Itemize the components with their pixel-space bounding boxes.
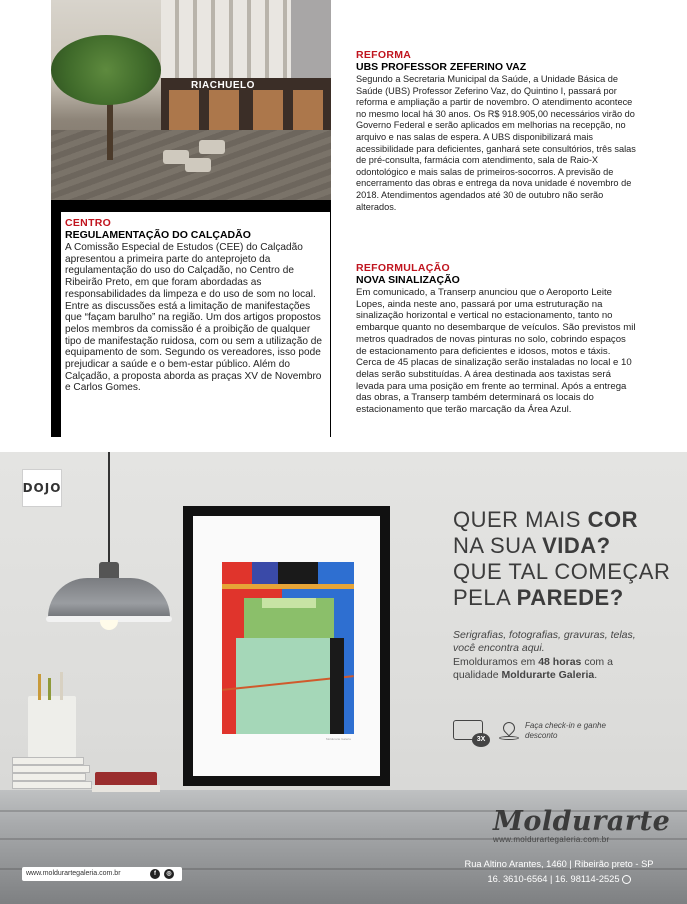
dojo-logo: DOJO [22,469,62,507]
article-headline: UBS PROFESSOR ZEFERINO VAZ [356,61,527,73]
article-headline: NOVA SINALIZAÇÃO [356,274,460,286]
article-headline: REGULAMENTAÇÃO DO CALÇADÃO [65,229,251,241]
facebook-icon[interactable]: f [150,869,160,879]
tree-trunk [107,100,113,160]
ad-services-text: Serigrafias, fotografias, gravuras, telas, você encontra aqui. [453,629,636,654]
article-body: Segundo a Secretaria Municipal da Saúde, a Unidade Básica de Saúde (UBS) Professor Zeferino Vaz, do Quintino I, passará por reforma e ampliação a partir de novembro. O atendimento acontece no mesmo local há 30 anos. Os R$ 918.905,00 necessários virão do Governo Federal e serão aplicados em melhorias na recepção, no arquivo e nas salas de espera. A UBS disponibilizará mais acessibilidade para deficientes, ganhará sete consultórios, três salas de pré-consulta, farmácia com atendimento, sala de Raio-X odontológico e mais salas de primeiros-socorros. A previsão de encerramento das obras e entrega da nova unidade é novembro de 2018. Atendimentos agendados até 30 de outubro não serão alterados. [356,74,636,212]
article-centro [65,217,327,394]
bench [199,140,225,154]
framed-artwork [222,562,354,734]
brand-logo: Moldurarte [493,806,671,837]
brand-url[interactable]: www.moldurartegaleria.com.br [493,835,610,844]
pencil [38,674,41,700]
location-pin-base [499,736,519,740]
book-stack [12,757,92,793]
pencil-cup [28,696,76,758]
calcadao-photo [51,0,331,200]
lamp-wire [108,452,110,562]
ad-framing-text: Emolduramos em 48 horas com a qualidade Moldurarte Galeria. [453,656,613,681]
installments-badge: 3X [472,733,490,747]
location-pin-icon [501,720,518,737]
whatsapp-icon[interactable] [622,875,631,884]
lamp-shade [48,578,170,620]
ad-headline: QUER MAIS COR NA SUA VIDA? QUE TAL COMEÇAR PELA PAREDE? [453,507,671,610]
moldurarte-advertisement [0,452,687,904]
website-bar[interactable]: www.moldurartegaleria.com.br f ◎ [22,867,182,881]
brush [60,672,63,700]
instagram-icon[interactable]: ◎ [164,869,174,879]
pencil [48,678,51,700]
bench [185,158,211,172]
article-body: A Comissão Especial de Estudos (CEE) do Calçadão apresentou a primeira parte do anteprojeto da regulamentação do uso do Calçadão, no Centro de Ribeirão Preto, em que foram abordadas as responsabilidades da limpeza e do uso de som no local. Entre as discussões está a limitação de manifestações que “façam barulho” na região. Um dos artigos propostos pelos membros da comissão é a proibição de qualquer tipo de manifestação ruidosa, com ou sem a utilização de equipamento de som. Segundo os vereadores, isso pode prejudicar a saúde e o bem-estar público. Além do Calçadão, a proposta aborda as praças XV de Novembro e Carlos Gomes. [65,242,322,394]
section-tag: CENTRO [65,217,112,229]
tree [51,35,161,105]
credit-card-icon [453,720,486,743]
store-sign: RIACHUELO [191,80,255,91]
ad-offers [453,720,683,746]
lamp-cap [99,562,119,578]
checkin-text: Faça check-in e ganhe desconto [525,721,606,740]
notebook [92,785,160,792]
article-reforma [356,49,638,213]
article-reformulacao [356,262,638,416]
section-tag: REFORMA [356,49,412,61]
artwork-caption: Moldurarte Galeria [326,737,351,741]
lamp-bulb [100,620,118,630]
article-body: Em comunicado, a Transerp anunciou que o Aeroporto Leite Lopes, ainda neste ano, passará por uma estruturação na sinalização horizontal e vertical no estacionamento, tanto no embarque quanto no desembarque de veículos. São previstos mil metros quadrados de novas pinturas no solo, cobrindo espaços de estacionamento para deficientes e idosos, motos e táxis. Cerca de 45 placas de sinalização serão instaladas no local e 10 delas serão substituídas. A área destinada aos taxistas será levada para uma posição em frente ao terminal. Após a entrega das obras, a Transerp também determinará os locais do estacionamento que terão marcação da Área Azul. [356,287,636,416]
store-address: Rua Altino Arantes, 1460 | Ribeirão preto - SP 16. 3610-6564 | 16. 98114-2525 [464,859,654,884]
section-tag: REFORMULAÇÃO [356,262,451,274]
